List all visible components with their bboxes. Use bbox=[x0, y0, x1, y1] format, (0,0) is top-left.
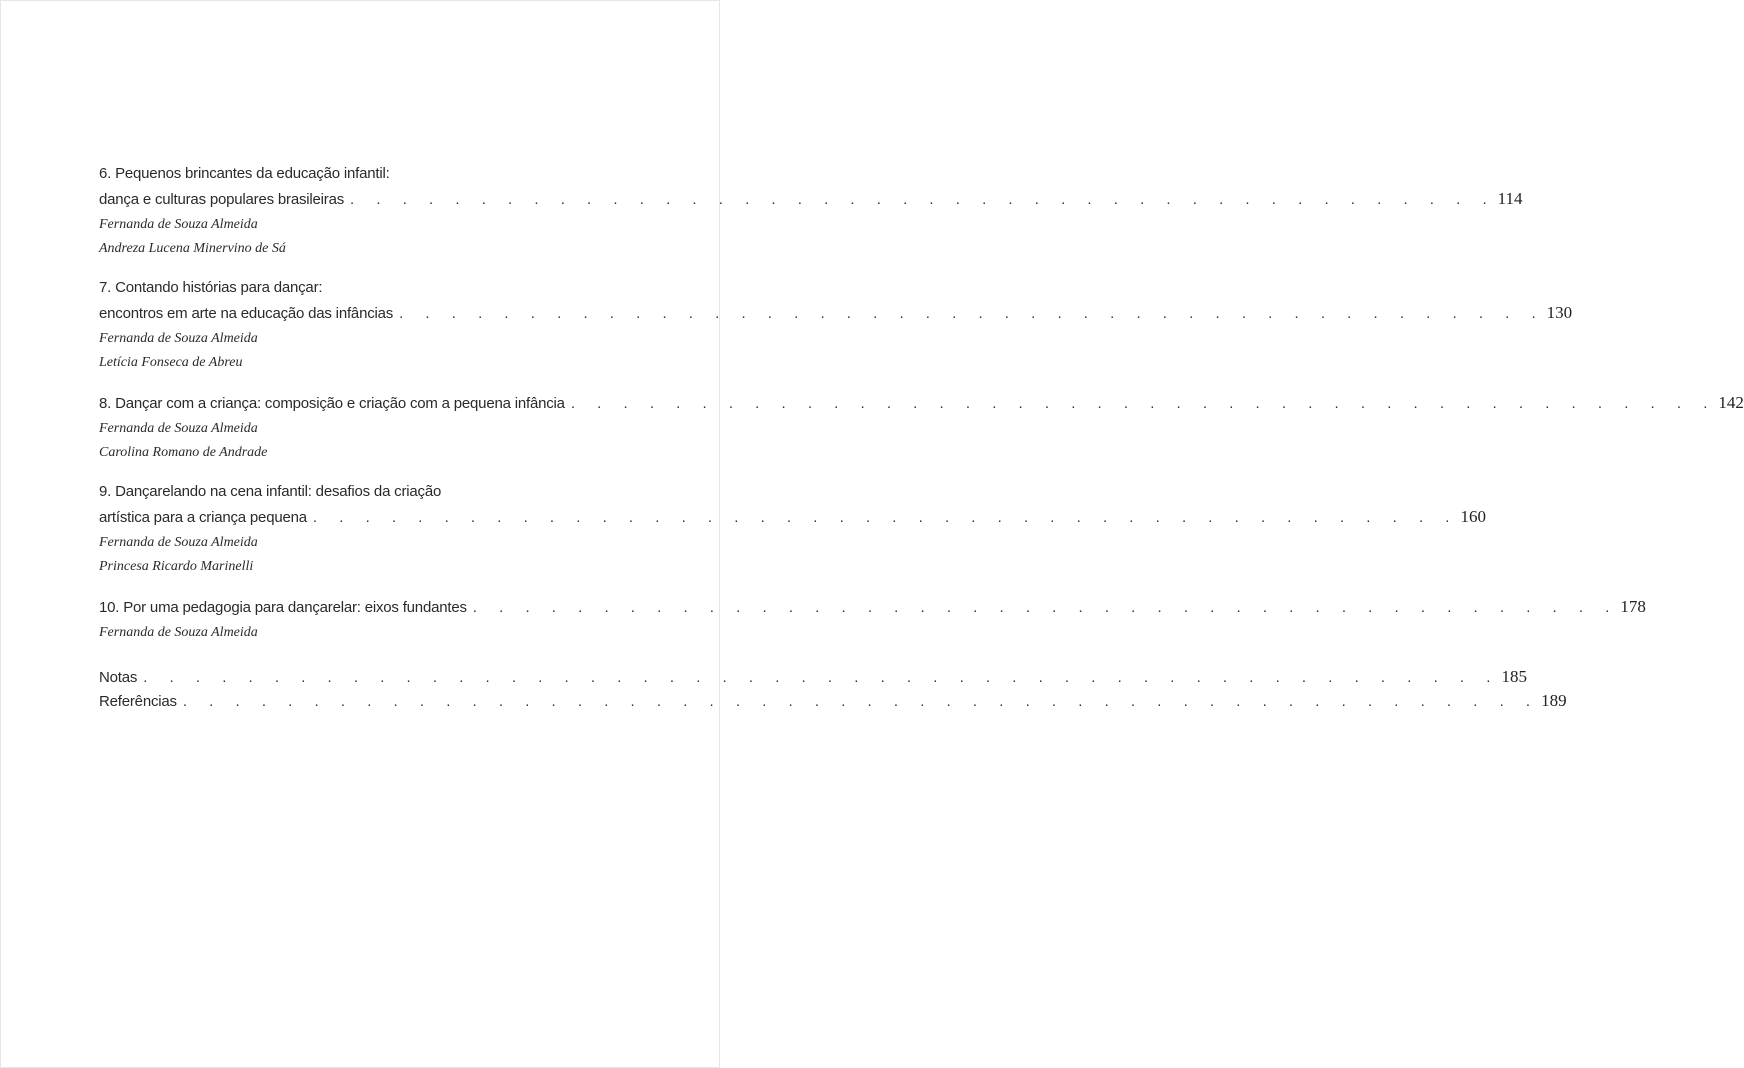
page-number: 185 bbox=[1501, 667, 1527, 686]
back-matter-label: Referências bbox=[99, 693, 177, 710]
chapter-title: 6. Pequenos brincantes da educação infantil: bbox=[99, 165, 390, 182]
dot-leader: . . . . . . . . . . . . . . . . . . . . . . . . . . . . . . . . . . . . . . . . . . . . . . . . . . . . bbox=[182, 693, 1540, 710]
chapter-title: artística para a criança pequena bbox=[99, 509, 307, 526]
author-name: Andreza Lucena Minervino de Sá bbox=[99, 241, 286, 256]
chapter-title: encontros em arte na educação das infâncias bbox=[99, 305, 394, 322]
chapter-title: 7. Contando histórias para dançar: bbox=[99, 279, 323, 296]
dot-leader: . . . . . . . . . . . . . . . . . . . . . . . . . . . . . . . . . . . . . . . . . . . . bbox=[399, 305, 1545, 322]
chapter-title: 8. Dançar com a criança: composição e criação com a pequena infância bbox=[99, 395, 565, 412]
spacer bbox=[99, 375, 628, 393]
dot-leader: . . . . . . . . . . . . . . . . . . . . . . . . . . . . . . . . . . . . . . . . . . . . bbox=[312, 509, 1459, 526]
chapter-title: 10. Por uma pedagogia para dançarelar: eixos fundantes bbox=[99, 599, 467, 616]
author-name: Fernanda de Souza Almeida bbox=[99, 535, 258, 550]
chapter-title-line bbox=[99, 507, 1486, 531]
toc-entry-chapter-9[interactable] bbox=[99, 483, 1486, 579]
page-number: 160 bbox=[1460, 507, 1486, 526]
author-name: Carolina Romano de Andrade bbox=[99, 445, 268, 460]
page-number: 114 bbox=[1497, 189, 1523, 208]
dot-leader: . . . . . . . . . . . . . . . . . . . . . . . . . . . . . . . . . . . . . . . . . . . . bbox=[570, 395, 1717, 412]
author-name: Princesa Ricardo Marinelli bbox=[99, 559, 254, 574]
spacer bbox=[99, 465, 628, 483]
page-number: 189 bbox=[1541, 691, 1567, 710]
dot-leader: . . . . . . . . . . . . . . . . . . . . . . . . . . . . . . . . . . . . . . . . . . . . . . . . . . . . bbox=[143, 669, 1500, 686]
chapter-title-line bbox=[99, 393, 1744, 417]
author-name: Letícia Fonseca de Abreu bbox=[99, 355, 243, 370]
toc-entry-chapter-7[interactable] bbox=[99, 279, 1573, 375]
author-name: Fernanda de Souza Almeida bbox=[99, 625, 258, 640]
page-number: 178 bbox=[1620, 597, 1646, 616]
chapter-title-line bbox=[99, 165, 628, 189]
chapter-title: 9. Dançarelando na cena infantil: desafios da criação bbox=[99, 483, 442, 500]
back-matter-line bbox=[99, 691, 1567, 715]
author-name: Fernanda de Souza Almeida bbox=[99, 331, 258, 346]
author-name: Fernanda de Souza Almeida bbox=[99, 421, 258, 436]
page-number: 142 bbox=[1718, 393, 1744, 412]
chapter-title-line bbox=[99, 483, 628, 507]
toc-entry-notas[interactable] bbox=[99, 667, 1527, 691]
toc-entry-referencias[interactable] bbox=[99, 691, 1567, 715]
spacer bbox=[99, 579, 628, 597]
back-matter-line bbox=[99, 667, 1527, 691]
toc-entry-chapter-6[interactable] bbox=[99, 165, 1523, 261]
table-of-contents bbox=[99, 165, 1744, 715]
chapter-title-line bbox=[99, 597, 1646, 621]
page-number: 130 bbox=[1546, 303, 1573, 322]
back-matter-label: Notas bbox=[99, 669, 138, 686]
dot-leader: . . . . . . . . . . . . . . . . . . . . . . . . . . . . . . . . . . . . . . . . . . . . bbox=[350, 191, 1496, 208]
spacer bbox=[99, 645, 628, 667]
toc-entry-chapter-10[interactable] bbox=[99, 597, 1646, 645]
chapter-title: dança e culturas populares brasileiras bbox=[99, 191, 345, 208]
spacer bbox=[99, 261, 628, 279]
author-name: Fernanda de Souza Almeida bbox=[99, 217, 258, 232]
toc-entry-chapter-8[interactable] bbox=[99, 393, 1744, 465]
chapter-title-line bbox=[99, 279, 628, 303]
chapter-title-line bbox=[99, 303, 1573, 327]
chapter-title-line bbox=[99, 189, 1523, 213]
dot-leader: . . . . . . . . . . . . . . . . . . . . . . . . . . . . . . . . . . . . . . . . . . . . bbox=[472, 599, 1619, 616]
